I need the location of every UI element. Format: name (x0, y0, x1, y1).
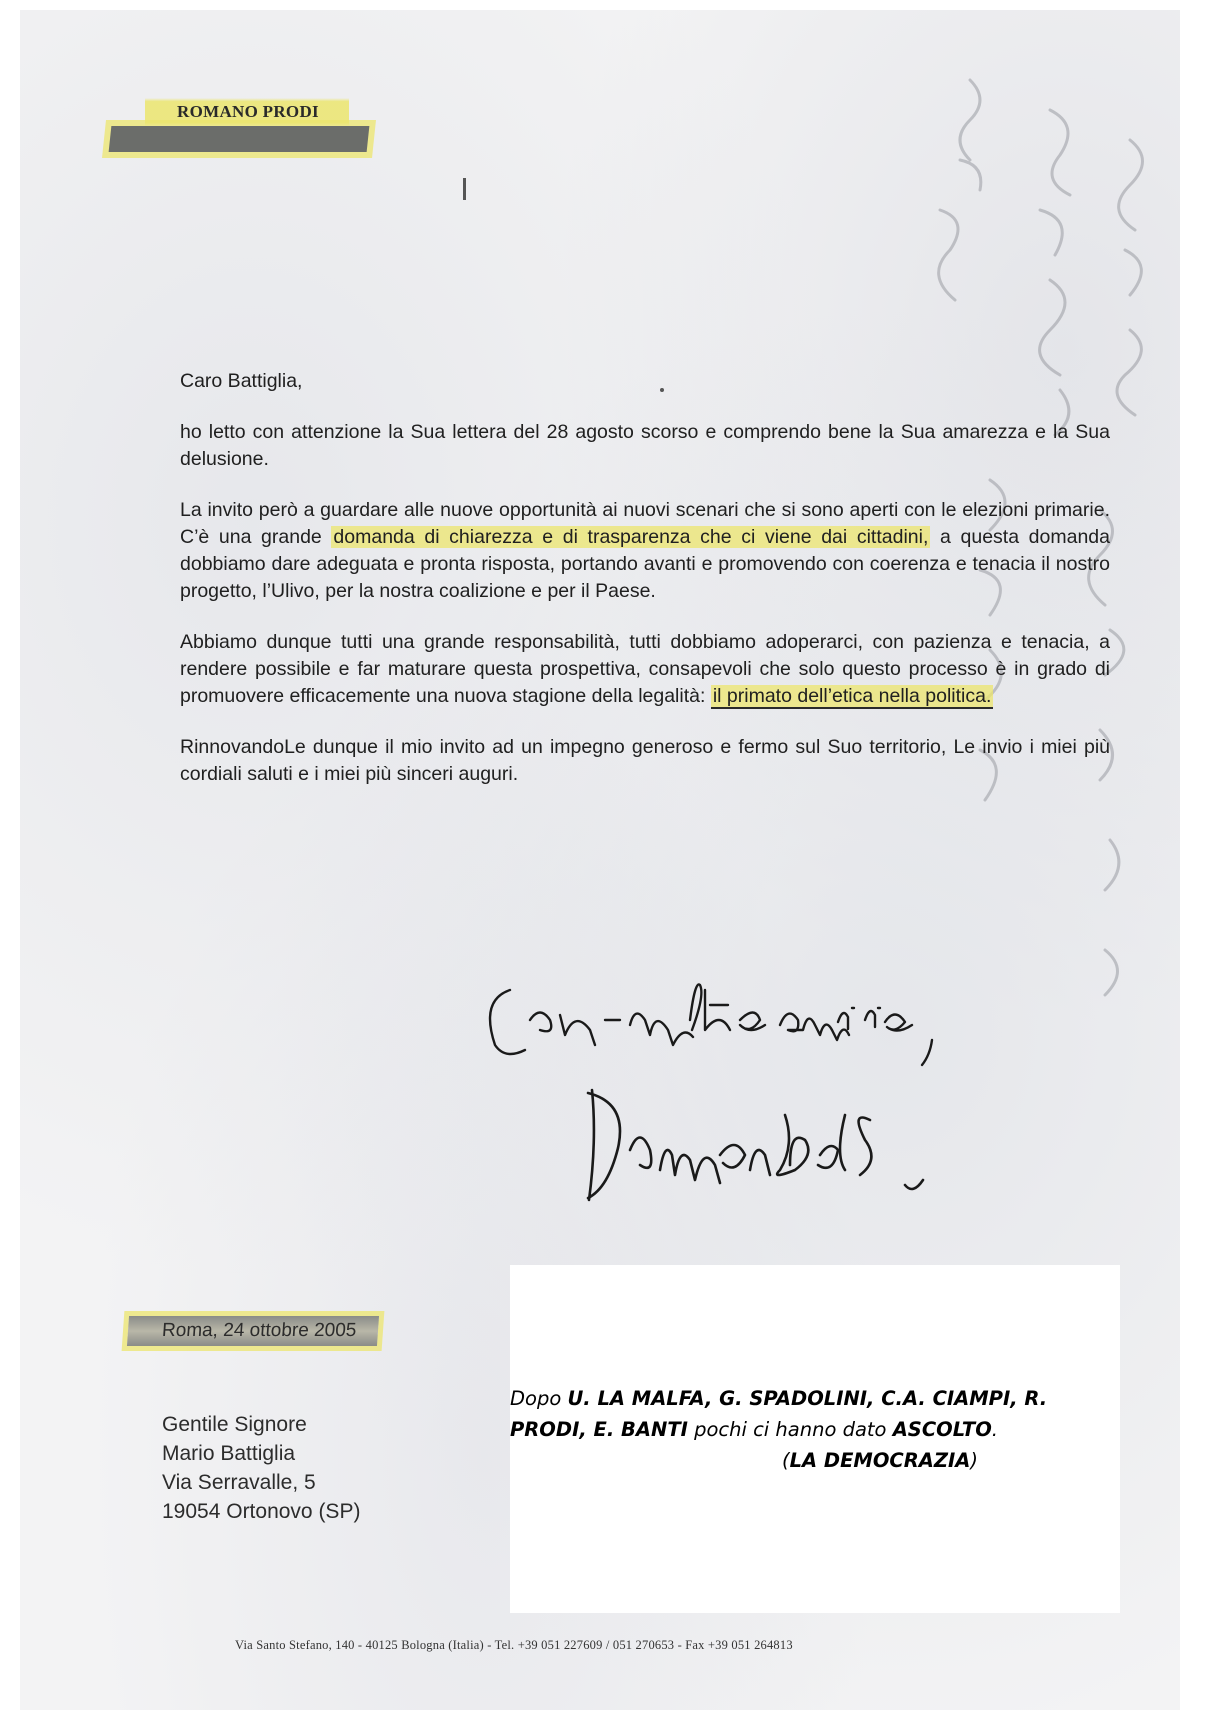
letter-body (180, 368, 1110, 812)
note-tag: LA DEMOCRAZIA (789, 1449, 971, 1472)
redaction-bar (109, 126, 370, 152)
recipient-line-1: Gentile Signore (162, 1413, 307, 1436)
letterhead-name: ROMANO PRODI (145, 98, 349, 126)
recipient-line-2: Mario Battiglia (162, 1442, 296, 1465)
scan-mark (463, 178, 466, 200)
note-text-2: pochi ci hanno dato (687, 1418, 893, 1441)
p3-highlight: il primato dell’etica nella politica. (712, 685, 992, 707)
recipient-address (162, 1410, 360, 1526)
letter-paragraph-2 (180, 497, 1110, 605)
p2-highlight: domanda di chiarezza e di trasparenza che ci viene dai cittadini, (333, 526, 929, 548)
note-text-1: Dopo (510, 1387, 568, 1410)
recipient-line-4: 19054 Ortonovo (SP) (162, 1500, 361, 1523)
note-text-3: . (991, 1418, 998, 1441)
letter-paragraph-4: RinnovandoLe dunque il mio invito ad un impegno generoso e fermo sul Suo territorio, Le invio i miei più cordiali saluti e i miei più sinceri auguri. (180, 736, 1110, 785)
annotation-box (510, 1265, 1120, 1613)
letter-greeting: Caro Battiglia, (180, 370, 303, 392)
handwritten-closing (480, 960, 940, 1070)
letterhead-footer: Via Santo Stefano, 140 - 40125 Bologna (Italia) - Tel. +39 051 227609 / 051 270653 - Fax +39 051 264813 (235, 1638, 793, 1652)
p2-text-a: La invito però a guardare alle nuove opportunità ai nuovi scenari che si sono aperti con le elezioni primarie. C’è una grande (180, 499, 1110, 548)
p2-text-b: a questa domanda dobbiamo dare adeguata e pronta risposta, portando avanti e promovendo con coerenza e tenacia il nostro progetto, l’Ulivo, per la nostra coalizione e per il Paese. (180, 526, 1110, 602)
annotation-text (510, 1383, 1120, 1476)
note-names: U. LA MALFA, G. SPADOLINI, C.A. CIAMPI, R. PRODI, E. BANTI (510, 1387, 1048, 1441)
p3-text-a: Abbiamo dunque tutti una grande responsabilità, tutti dobbiamo adoperarci, con pazienza e tenacia, a rendere possibile e far maturare questa prospettiva, consapevoli che solo questo processo è in grado di promuovere efficacemente una nuova stagione della legalità: (180, 631, 1110, 707)
recipient-line-3: Via Serravalle, 5 (162, 1471, 316, 1494)
letter-paragraph-3 (180, 629, 1110, 710)
note-ascolto: ASCOLTO (892, 1418, 992, 1441)
note-close-paren: ) (970, 1449, 978, 1472)
note-open-paren: ( (782, 1449, 790, 1472)
letter-date: Roma, 24 ottobre 2005 (127, 1316, 379, 1346)
handwritten-signature (580, 1075, 1020, 1215)
letter-paragraph-1: ho letto con attenzione la Sua lettera del 28 agosto scorso e comprendo bene la Sua amarezza e la Sua delusione. (180, 421, 1110, 470)
note-tag-line (510, 1445, 1120, 1476)
